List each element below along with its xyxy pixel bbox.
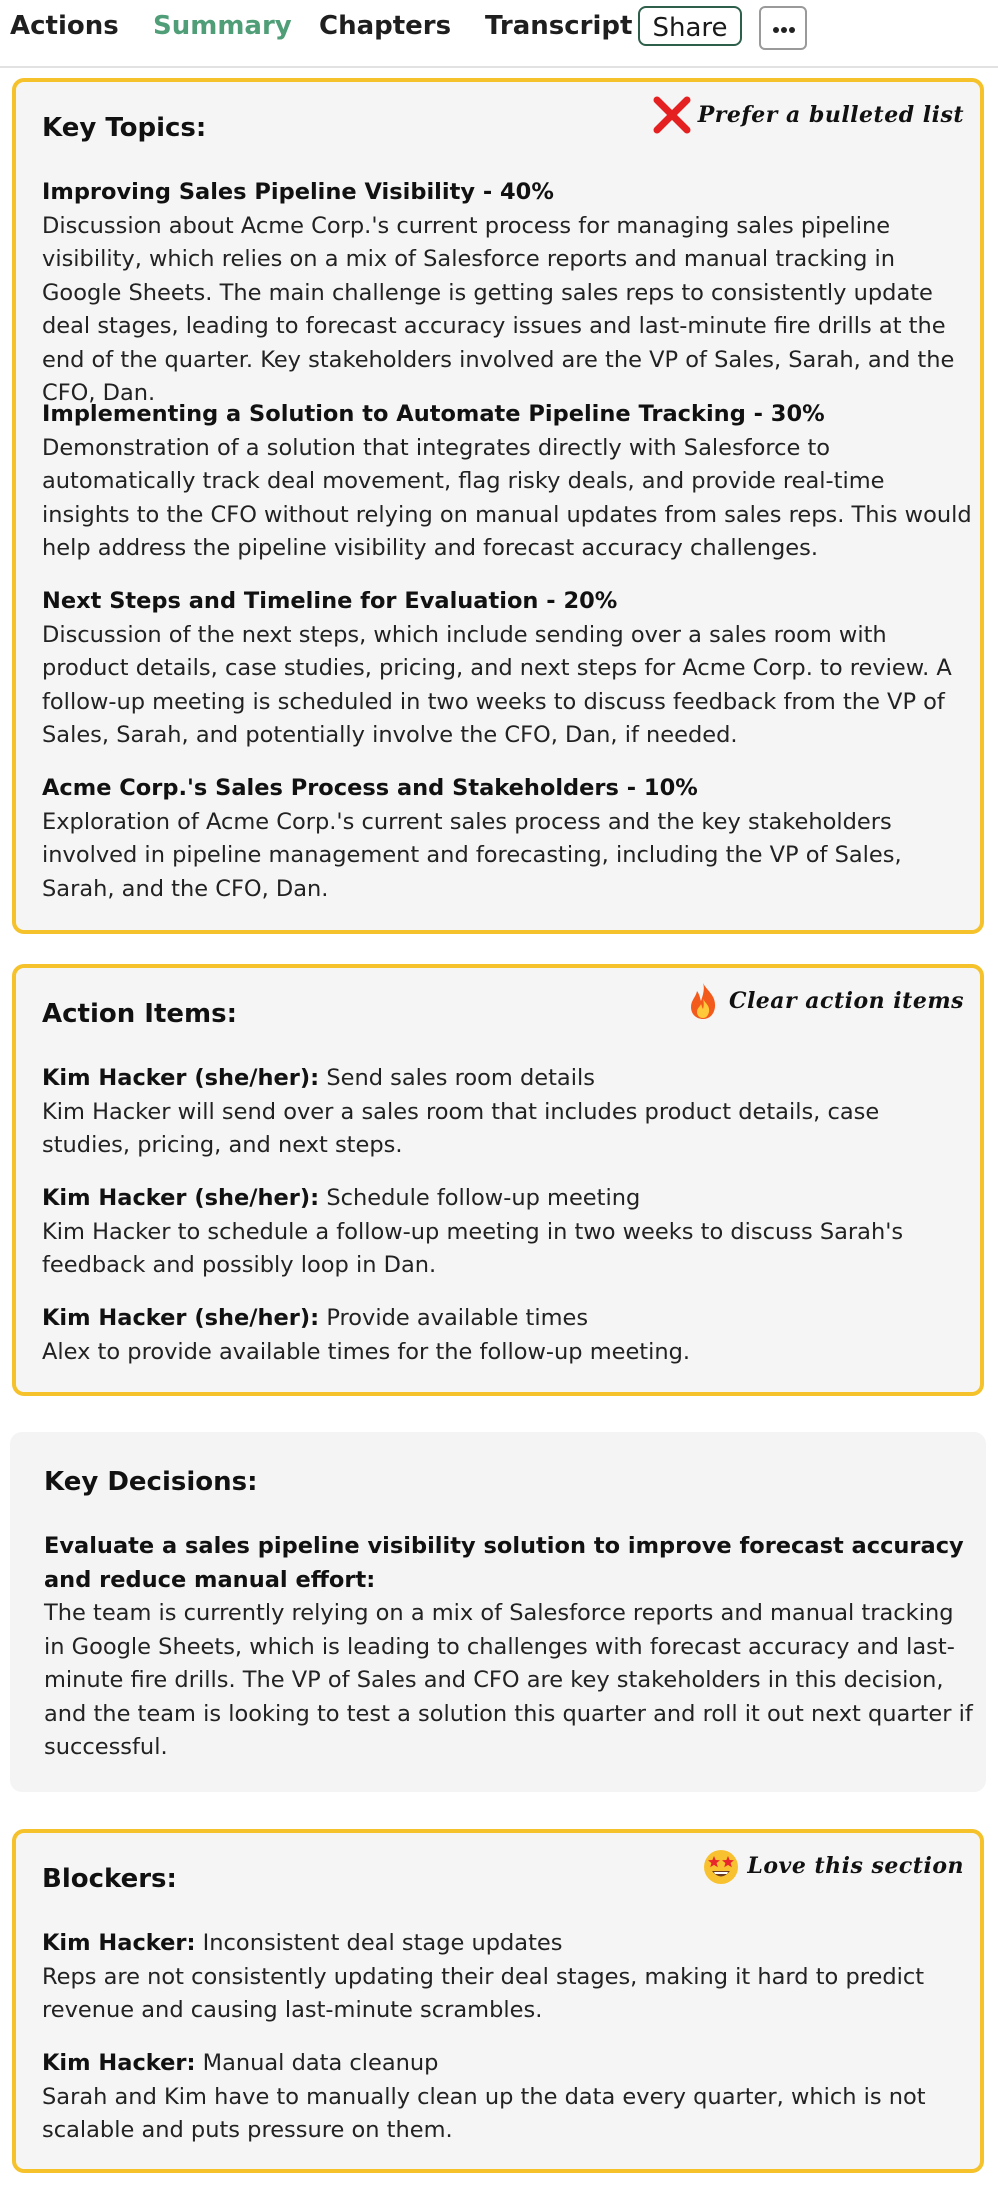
topic-heading: Next Steps and Timeline for Evaluation - 20% xyxy=(42,588,618,614)
feedback-note-text: Clear action items xyxy=(728,988,964,1014)
decision-heading: Evaluate a sales pipeline visibility solution to improve forecast accuracy and reduce manual effort: xyxy=(44,1533,964,1593)
blocker-body: Reps are not consistently updating their deal stages, making it hard to predict revenue and causing last-minute scrambles. xyxy=(42,1963,925,2023)
blocker-owner: Kim Hacker: xyxy=(42,2050,196,2076)
action-body: Kim Hacker to schedule a follow-up meeting in two weeks to discuss Sarah's feedback and possibly loop in Dan. xyxy=(42,1218,904,1278)
topic-body: Discussion about Acme Corp.'s current process for managing sales pipeline visibility, which relies on a mix of Salesforce reports and manual tracking in Google Sheets. The main challenge is getting sales reps to consistently update deal stages, leading to forecast accuracy issues and last-minute fire drills at the end of the quarter. Key stakeholders involved are the VP of Sales, Sarah, and the CFO, Dan. xyxy=(42,212,955,406)
star-struck-emoji-icon xyxy=(701,1846,741,1886)
action-body: Kim Hacker will send over a sales room that includes product details, case studies, pricing, and next steps. xyxy=(42,1098,880,1158)
action-item xyxy=(42,1182,972,1283)
action-items-card xyxy=(12,964,984,1396)
tab-transcript[interactable]: Transcript xyxy=(485,11,633,41)
more-options-button[interactable] xyxy=(759,6,807,50)
red-x-icon xyxy=(652,95,692,135)
action-item xyxy=(42,1302,972,1369)
key-decisions-title: Key Decisions: xyxy=(44,1467,258,1497)
action-owner: Kim Hacker (she/her): xyxy=(42,1185,320,1211)
feedback-note-text: Love this section xyxy=(747,1853,964,1879)
topic-body: Discussion of the next steps, which include sending over a sales room with product details, case studies, pricing, and next steps for Acme Corp. to review. A follow-up meeting is scheduled in two weeks to discuss feedback from the VP of Sales, Sarah, and potentially involve the CFO, Dan, if needed. xyxy=(42,621,952,748)
blocker-task: Manual data cleanup xyxy=(202,2050,439,2076)
topic-item xyxy=(42,398,972,566)
action-item xyxy=(42,1062,972,1163)
action-task: Schedule follow-up meeting xyxy=(326,1185,641,1211)
blocker-item xyxy=(42,2047,972,2148)
feedback-note xyxy=(701,1843,964,1889)
topic-heading: Acme Corp.'s Sales Process and Stakeholders - 10% xyxy=(42,775,698,801)
blockers-title: Blockers: xyxy=(42,1864,177,1894)
share-button[interactable]: Share xyxy=(638,6,742,46)
feedback-note xyxy=(652,92,964,138)
action-owner: Kim Hacker (she/her): xyxy=(42,1065,320,1091)
blocker-owner: Kim Hacker: xyxy=(42,1930,196,1956)
tab-bar xyxy=(0,0,998,68)
fire-icon xyxy=(683,981,723,1021)
feedback-note-text: Prefer a bulleted list xyxy=(697,102,964,128)
tab-actions[interactable]: Actions xyxy=(10,11,119,41)
topic-body: Exploration of Acme Corp.'s current sales process and the key stakeholders involved in pipeline management and forecasting, including the VP of Sales, Sarah, and the CFO, Dan. xyxy=(42,808,902,902)
topic-item xyxy=(42,176,972,411)
action-items-title: Action Items: xyxy=(42,999,237,1029)
action-body: Alex to provide available times for the follow-up meeting. xyxy=(42,1338,691,1365)
blocker-item xyxy=(42,1927,972,2028)
blocker-body: Sarah and Kim have to manually clean up the data every quarter, which is not scalable and puts pressure on them. xyxy=(42,2083,926,2143)
key-topics-title: Key Topics: xyxy=(42,113,207,143)
action-task: Provide available times xyxy=(326,1305,589,1331)
topic-item xyxy=(42,772,972,906)
topic-heading: Implementing a Solution to Automate Pipeline Tracking - 30% xyxy=(42,401,825,427)
action-owner: Kim Hacker (she/her): xyxy=(42,1305,320,1331)
topic-heading: Improving Sales Pipeline Visibility - 40% xyxy=(42,179,554,205)
tab-chapters[interactable]: Chapters xyxy=(319,11,452,41)
topic-item xyxy=(42,585,972,753)
decision-item xyxy=(44,1530,974,1765)
blockers-card xyxy=(12,1829,984,2173)
key-topics-card xyxy=(12,78,984,934)
tab-summary[interactable]: Summary xyxy=(153,11,292,41)
topic-body: Demonstration of a solution that integrates directly with Salesforce to automatically track deal movement, flag risky deals, and provide real-time insights to the CFO without relying on manual updates from sales reps. This would help address the pipeline visibility and forecast accuracy challenges. xyxy=(42,434,972,561)
blocker-task: Inconsistent deal stage updates xyxy=(202,1930,563,1956)
key-decisions-card xyxy=(10,1432,986,1792)
feedback-note xyxy=(683,978,964,1024)
decision-body: The team is currently relying on a mix of Salesforce reports and manual tracking in Google Sheets, which is leading to challenges with forecast accuracy and last-minute fire drills. The VP of Sales and CFO are key stakeholders in this decision, and the team is looking to test a solution this quarter and roll it out next quarter if successful. xyxy=(44,1600,973,1760)
action-task: Send sales room details xyxy=(326,1065,595,1091)
